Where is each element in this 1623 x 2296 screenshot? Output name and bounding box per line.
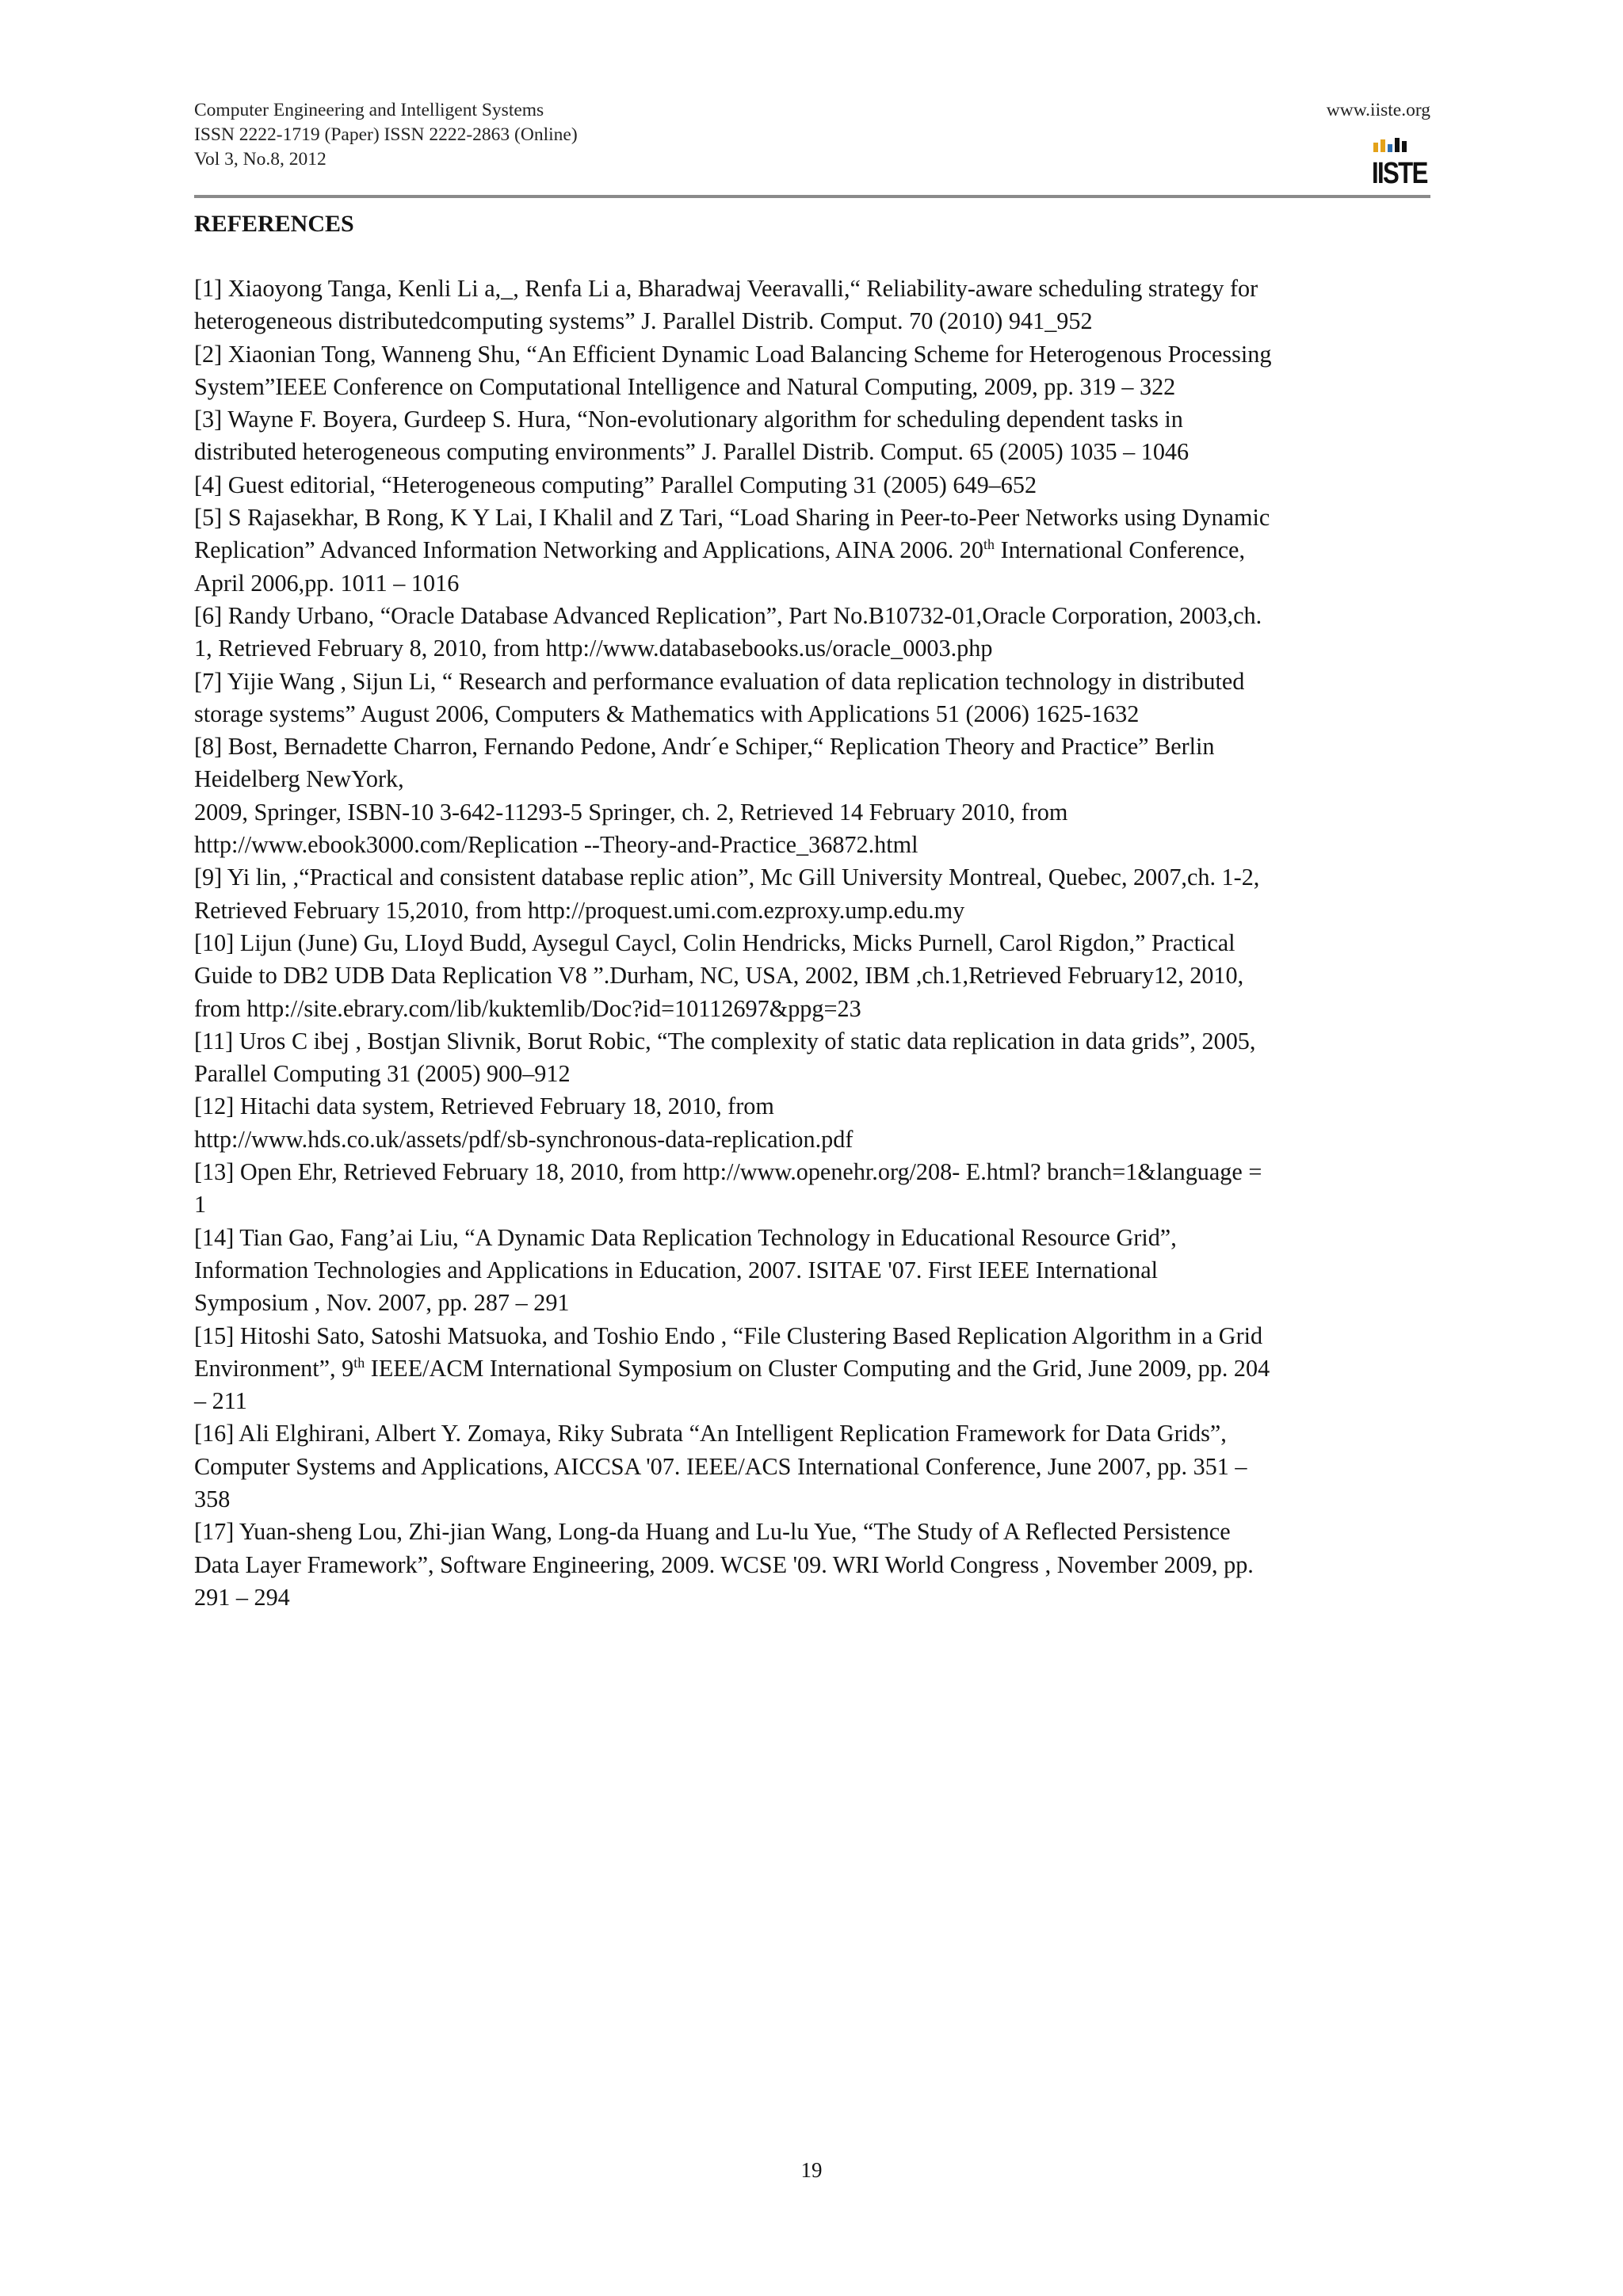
reference-line [194, 1483, 1442, 1516]
reference-text: Retrieved February 15,2010, from http://proquest.umi.com.ezproxy.ump.edu.my [194, 896, 965, 924]
reference-line [194, 959, 1442, 992]
reference-line [194, 1058, 1442, 1090]
journal-info [194, 98, 578, 172]
reference-text: April 2006,pp. 1011 – 1016 [194, 569, 460, 597]
logo-text: IISTE [1372, 157, 1427, 190]
ordinal-superscript: th [983, 536, 995, 553]
reference-line [194, 567, 1442, 600]
reference-text: [5] S Rajasekhar, B Rong, K Y Lai, I Khalil and Z Tari, “Load Sharing in Peer-to-Peer Networks using Dynamic [194, 504, 1270, 532]
reference-text: [11] Uros C ibej , Bostjan Slivnik, Borut Robic, “The complexity of static data replication in data grids”, 2005, [194, 1027, 1256, 1055]
reference-line [194, 534, 1442, 566]
reference-line [194, 1320, 1442, 1352]
reference-text-continued: IEEE/ACM International Symposium on Cluster Computing and the Grid, June 2009, pp. 204 [365, 1354, 1270, 1382]
reference-text: 2009, Springer, ISBN-10 3-642-11293-5 Springer, ch. 2, Retrieved 14 February 2010, from [194, 798, 1068, 826]
reference-line [194, 305, 1442, 338]
reference-text: – 211 [194, 1387, 247, 1415]
reference-line [194, 1090, 1442, 1123]
reference-text: distributed heterogeneous computing environments” J. Parallel Distrib. Comput. 65 (2005) 1035 – 1046 [194, 438, 1190, 466]
reference-line [194, 1254, 1442, 1287]
reference-text: [6] Randy Urbano, “Oracle Database Advanced Replication”, Part No.B10732-01,Oracle Corporation, 2003,ch. [194, 601, 1262, 629]
reference-text-continued: International Conference, [995, 536, 1245, 564]
reference-text: http://www.hds.co.uk/assets/pdf/sb-synchronous-data-replication.pdf [194, 1125, 854, 1153]
reference-line [194, 1287, 1442, 1319]
page-number: 19 [800, 2158, 823, 2182]
journal-issn: ISSN 2222-1719 (Paper) ISSN 2222-2863 (Online) [194, 124, 578, 145]
reference-line [194, 1188, 1442, 1221]
reference-text: Symposium , Nov. 2007, pp. 287 – 291 [194, 1289, 570, 1317]
reference-line [194, 1025, 1442, 1058]
reference-text: Guide to DB2 UDB Data Replication V8 ”.Durham, NC, USA, 2002, IBM ,ch.1,Retrieved February12, 2010, [194, 962, 1244, 990]
reference-list [194, 273, 1442, 1614]
reference-line [194, 1581, 1442, 1614]
reference-line [194, 698, 1442, 730]
page-header [194, 98, 1430, 195]
reference-line [194, 1549, 1442, 1581]
reference-line [194, 927, 1442, 959]
reference-line [194, 829, 1442, 861]
reference-text: [7] Yijie Wang , Sijun Li, “ Research and performance evaluation of data replication technology in distributed [194, 667, 1245, 695]
reference-text: [16] Ali Elghirani, Albert Y. Zomaya, Riky Subrata “An Intelligent Replication Framework for Data Grids”, [194, 1420, 1227, 1447]
reference-text: [14] Tian Gao, Fang’ai Liu, “A Dynamic Data Replication Technology in Educational Resource Grid”, [194, 1223, 1177, 1251]
reference-line [194, 371, 1442, 403]
references-section [194, 208, 1442, 1614]
reference-line [194, 796, 1442, 829]
reference-text: Replication” Advanced Information Networking and Applications, AINA 2006. 20 [194, 536, 983, 564]
reference-text: [12] Hitachi data system, Retrieved February 18, 2010, from [194, 1093, 774, 1120]
reference-text: Heidelberg NewYork, [194, 765, 404, 793]
reference-line [194, 1516, 1442, 1548]
reference-line [194, 1451, 1442, 1483]
iiste-logo [1370, 132, 1427, 190]
reference-text: [17] Yuan-sheng Lou, Zhi-jian Wang, Long-da Huang and Lu-lu Yue, “The Study of A Reflected Persistence [194, 1518, 1231, 1546]
reference-text: Environment”, 9 [194, 1354, 354, 1382]
reference-line [194, 600, 1442, 632]
reference-line [194, 502, 1442, 534]
reference-text: 291 – 294 [194, 1583, 290, 1611]
reference-text: [1] Xiaoyong Tanga, Kenli Li a,_, Renfa Li a, Bharadwaj Veeravalli,“ Reliability-aware scheduling strategy for [194, 275, 1258, 302]
reference-line [194, 1417, 1442, 1450]
reference-line [194, 273, 1442, 305]
reference-line [194, 403, 1442, 436]
reference-text: System”IEEE Conference on Computational Intelligence and Natural Computing, 2009, pp. 319 – 322 [194, 372, 1176, 400]
reference-text: [2] Xiaonian Tong, Wanneng Shu, “An Efficient Dynamic Load Balancing Scheme for Heterogenous Processing [194, 340, 1272, 368]
ordinal-superscript: th [353, 1354, 365, 1371]
reference-line [194, 469, 1442, 502]
reference-line [194, 763, 1442, 795]
journal-volume: Vol 3, No.8, 2012 [194, 149, 327, 170]
reference-text: Computer Systems and Applications, AICCSA '07. IEEE/ACS International Conference, June 2007, pp. 351 – [194, 1452, 1247, 1480]
reference-text: from http://site.ebrary.com/lib/kuktemlib/Doc?id=10112697&ppg=23 [194, 994, 861, 1022]
reference-text: [4] Guest editorial, “Heterogeneous computing” Parallel Computing 31 (2005) 649–652 [194, 471, 1037, 498]
reference-line [194, 861, 1442, 894]
reference-line [194, 666, 1442, 698]
reference-text: [9] Yi lin, ,“Practical and consistent database replic ation”, Mc Gill University Montreal, Quebec, 2007,ch. 1-2, [194, 864, 1260, 891]
journal-title: Computer Engineering and Intelligent Systems [194, 100, 544, 120]
reference-text: Information Technologies and Applications in Education, 2007. ISITAE '07. First IEEE International [194, 1256, 1158, 1283]
reference-line [194, 632, 1442, 665]
reference-line [194, 1222, 1442, 1254]
reference-line [194, 894, 1442, 927]
reference-text: 1 [194, 1191, 207, 1219]
reference-line [194, 1123, 1442, 1156]
reference-text: Parallel Computing 31 (2005) 900–912 [194, 1060, 571, 1088]
reference-text: Data Layer Framework”, Software Engineering, 2009. WCSE '09. WRI World Congress , November 2009, pp. [194, 1550, 1254, 1578]
reference-text: storage systems” August 2006, Computers & Mathematics with Applications 51 (2006) 1625-1632 [194, 700, 1140, 727]
reference-line [194, 436, 1442, 468]
reference-text: [10] Lijun (June) Gu, LIoyd Budd, Aysegul Caycl, Colin Hendricks, Micks Purnell, Carol Rigdon,” Practical [194, 929, 1235, 956]
reference-text: 1, Retrieved February 8, 2010, from http://www.databasebooks.us/oracle_0003.php [194, 635, 993, 662]
reference-line [194, 993, 1442, 1025]
section-title: REFERENCES [194, 211, 354, 237]
reference-text: http://www.ebook3000.com/Replication --Theory-and-Practice_36872.html [194, 831, 918, 859]
reference-text: [15] Hitoshi Sato, Satoshi Matsuoka, and Toshio Endo , “File Clustering Based Replication Algorithm in a Grid [194, 1322, 1263, 1349]
header-divider [194, 195, 1430, 198]
reference-line [194, 338, 1442, 371]
reference-text: heterogeneous distributedcomputing systems” J. Parallel Distrib. Comput. 70 (2010) 941_952 [194, 307, 1093, 335]
reference-text: [13] Open Ehr, Retrieved February 18, 2010, from http://www.openehr.org/208- E.html? branch=1&language = [194, 1158, 1262, 1186]
reference-text: [3] Wayne F. Boyera, Gurdeep S. Hura, “Non-evolutionary algorithm for scheduling dependent tasks in [194, 406, 1183, 433]
reference-line [194, 1156, 1442, 1188]
reference-line [194, 1352, 1442, 1385]
reference-line [194, 730, 1442, 763]
reference-line [194, 1385, 1442, 1417]
reference-text: [8] Bost, Bernadette Charron, Fernando Pedone, Andr´e Schiper,“ Replication Theory and Practice” Berlin [194, 733, 1215, 761]
site-url[interactable]: www.iiste.org [1326, 100, 1430, 120]
reference-text: 358 [194, 1485, 231, 1512]
